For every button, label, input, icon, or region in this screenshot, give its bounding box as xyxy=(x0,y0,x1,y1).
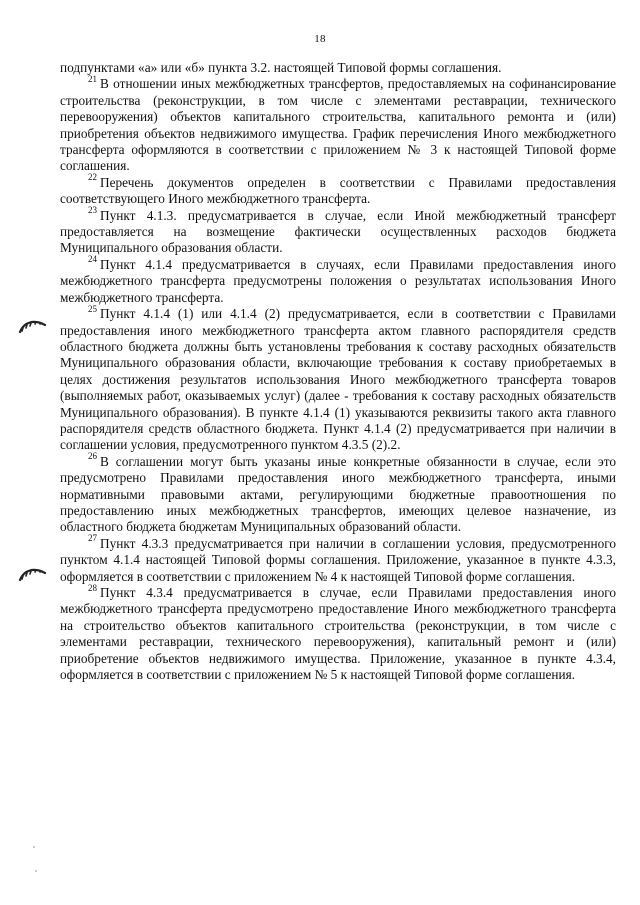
footnote-text: Пункт 4.3.4 предусматривается в случае, если Правилами предоставления иного межбюджетного трансферта предусмотрено предоставление Иного межбюджетного трансферта на строительство объектов капитального строительства (реконструкции, в том числе с элементами реставрации, технического перевооружения), капитальный ремонт и (или) приобретение объектов недвижимого имущества. Приложение, указанное в пункте 4.3.4, оформляется в соответствии с приложением № 5 к настоящей Типовой форме соглашения. xyxy=(60,585,616,683)
page-number: 18 xyxy=(314,33,326,45)
footnote-text: В соглашении могут быть указаны иные конкретные обязанности в случае, если это предусмотрено Правилами предоставления иного межбюджетного трансферта, иными нормативными правовыми актами, регулирующими бюджетные правоотношения по предоставлению иных межбюджетных трансфертов, имеющих целевое назначение, из областного бюджета бюджетам Муниципальных образований области. xyxy=(60,453,616,535)
footnote-marker: 27 xyxy=(88,533,97,544)
footnote-marker: 22 xyxy=(88,172,97,183)
scan-dot xyxy=(35,870,37,872)
footnote-text: В отношении иных межбюджетных трансфертов, предоставляемых на софинансирование строительства (реконструкции, в том числе с элементами реставрации, технического перевооружения) объектов капитального строительства, капитального ремонта и (или) приобретения объектов недвижимого имущества. График перечисления Иного межбюджетного трансферта оформляются в соответствии с приложением № 3 к настоящей Типовой форме соглашения. xyxy=(60,76,616,174)
footnote-25 xyxy=(60,303,616,454)
punch-mark-top xyxy=(18,318,48,334)
footnote-28 xyxy=(60,582,616,683)
footnote-text: Пункт 4.1.3. предусматривается в случае, если Иной межбюджетный трансферт предоставляется на возмещение фактически осуществленных расходов бюджета Муниципального образования области. xyxy=(60,207,616,256)
footnote-text: Пункт 4.1.4 (1) или 4.1.4 (2) предусматривается, если в соответствии с Правилами предоставления иного межбюджетного трансферта актом главного распорядителя средств областного бюджета должны быть установлены требования к составу расходных обязательств Муниципального образования области, включающие требования к составу приобретаемых в целях достижения результатов использования Иного межбюджетного трансферта товаров (выполняемых работ, оказываемых услуг) (далее - требования к составу расходных обязательств Муниципального образования). В пункте 4.1.4 (1) указываются реквизиты такого акта главного распорядителя средств областного бюджета. Пункт 4.1.4 (2) предусматривается при наличии в соглашении условия, предусмотренного пунктом 4.3.5 (2).2. xyxy=(60,306,616,453)
footnotes-body xyxy=(60,60,616,683)
footnote-marker: 25 xyxy=(88,303,97,314)
footnote-27 xyxy=(60,533,616,585)
footnote-21 xyxy=(60,73,616,174)
footnote-text: Перечень документов определен в соответствии с Правилами предоставления соответствующего Иного межбюджетного трансферта. xyxy=(60,174,616,207)
footnote-marker: 21 xyxy=(88,73,97,84)
footnote-marker: 28 xyxy=(88,582,97,593)
footnote-marker: 24 xyxy=(88,254,97,265)
footnote-22 xyxy=(60,172,616,208)
scan-dot xyxy=(33,846,35,848)
footnote-continuation xyxy=(60,60,616,76)
footnote-24 xyxy=(60,254,616,306)
punch-mark-bottom xyxy=(18,566,48,582)
footnote-marker: 26 xyxy=(88,451,97,462)
footnote-text: Пункт 4.1.4 предусматривается в случаях, если Правилами предоставления иного межбюджетного трансферта предусмотрены положения о результатах использования Иного межбюджетного трансферта. xyxy=(60,256,616,305)
footnote-text: подпунктами «а» или «б» пункта 3.2. настоящей Типовой формы соглашения. xyxy=(60,60,502,75)
footnote-marker: 23 xyxy=(88,205,97,216)
footnote-26 xyxy=(60,451,616,536)
footnote-text: Пункт 4.3.3 предусматривается при наличии в соглашении условия, предусмотренного пунктом 4.1.4 настоящей Типовой формы соглашения. Приложение, указанное в пункте 4.3.3, оформляется в соответствии с приложением № 4 к настоящей Типовой форме соглашения. xyxy=(60,535,616,584)
footnote-23 xyxy=(60,205,616,257)
